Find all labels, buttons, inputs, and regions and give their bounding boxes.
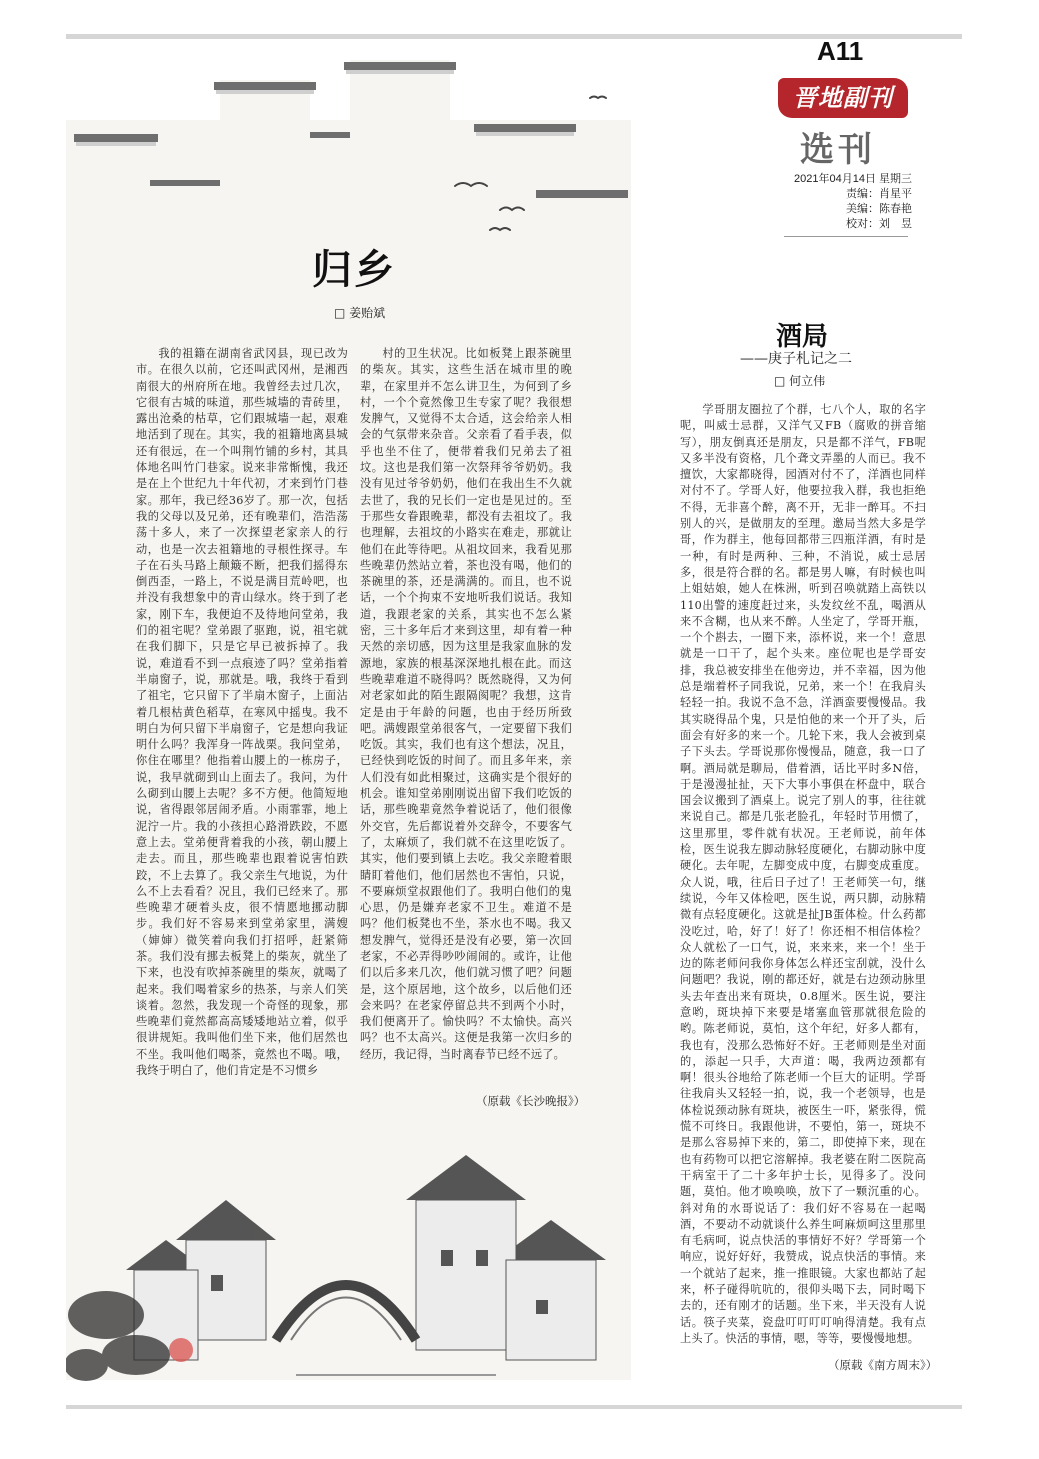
masthead-logo: 晋地副刊 [778, 78, 908, 118]
roofline-illustration [60, 40, 660, 340]
village-bridge-illustration [66, 1140, 636, 1385]
article-subtitle-right: ——庚子札记之二 [740, 351, 852, 367]
bottom-rule [66, 1405, 962, 1409]
article-right-body: 学哥朋友圈拉了个群，七八个人，取的名字呢，叫威士忌群，又洋气又FB（腐败的拼音缩写），朋友倒真还是朋友，只是都不洋气，FB呢又多半没有资格，几个聋文弄墨的人而已。我不擅饮，大家都晓得，园酒对付不了，洋酒也同样对付不了。学哥人好，他要拉我入群，我也拒绝不得，无非喜个醉，离不开，无非一醉耳。不扫别人的兴，是做朋友的至理。邀局当然大多是学哥，作为群主，他每回都带三四瓶洋酒，有时是一种，有时是两种、三种，不消说，威士忌居多，很是符合群的名。都是男人嘛，有时候也叫上姐姑娘，她人在株洲，听到召唤就踏上高铁以110出警的速度赶过来，头发纹丝不乱，喝酒从来不含糊，也从来不醉。人坐定了，学哥开瓶，一个个斟去，一圈下来，添杯说，来一个！意思就是一口干了，起个头来。座位呢也是学哥安排，我总被安排坐在他旁边，并不幸福，因为他总是端着杯子同我说，兄弟，来一个！在我肩头轻轻一拍。我说不急不急，洋酒蛮要慢慢品。我其实晓得品个鬼，只是怕他的来一个开了头，后面会有好多的来一个。几轮下来，我人会被到桌子下头去。学哥说那你慢慢品，随意，我一口了啊。酒局就是聊局，借着酒，话比平时多N倍，于是漫漫扯扯，天下大事小事俱在杯盘中，联合国会议搬到了酒桌上。说完了别人的事，往往就来说自己。都是几张老脸孔，年轻时节用惯了，这里那里，零件就有状况。王老师说，前年体检，医生说我左脚动脉轻度硬化，右脚动脉中度硬化。去年呢，左脚变成中度，右脚变成重度。众人说，哦，往后日子过了！王老师笑一句，继续说，今年又体检吧，医生说，两只脚，动脉精微有点轻度硬化。这就是扯JB蛋体检。什么药都没吃过，哈，好了！好了！你还相不相信体检？众人就松了一口气，说，来来来，来一个！坐于边的陈老师问我你身体怎么样还宝刮就，没什么问题吧？我说，刚的都还好，就是右边颈动脉里头去年查出来有斑块，0.8厘米。医生说，要注意哟，斑块掉下来要是堵塞血管那就很危险的哟。陈老师说，莫怕，这个年纪，好多人都有，我也有，没那么恐怖好不好。王老师则是坐对面的，添起一只手，大声道：喝，我两边颈都有啊！很头谷地给了陈老师一个巨大的证明。学哥往我肩头又轻轻一拍，说，我一个老领导，也是体检说颈动脉有斑块，被医生一吓，紧张得，慌慌不可终日。我跟他讲，不要怕，第一，斑块不是那么容易掉下来的，第二，即使掉下来，现在也有药物可以把它溶解掉。我老婆在附二医院高干病室干了二十多年护士长，见得多了。没问题，莫怕。他才唤唤唤，放下了一颗沉重的心。斜对角的水哥说话了：我们好不容易在一起喝酒，不要动不动就谈什么养生呵麻烦呵这里那里有毛病呵，说点快活的事情好不好？学哥第一个响应，说好好好，我赞成，说点快活的事情。来一个就站了起来，推一推眼镜。大家也都站了起来，杯子碰得吭吭的，很仰头喝下去，同时喝下去的，还有刚才的话题。坐下来，半天没有人说话。筷子夹菜，瓷盘叮叮叮叮响得清楚。我有点上头了。快活的事情，嗯，等等，要慢慢地想。 [680, 403, 926, 1345]
art-editor-credit: 美编：陈春艳 [846, 203, 912, 215]
article-left-source: （原载《长沙晚报》） [476, 1094, 586, 1108]
article-right-source: （原载《南方周末》） [828, 1358, 938, 1372]
section-title: 选刊 [800, 130, 876, 170]
proofreader-credit: 校对：刘 昱 [846, 218, 912, 230]
article-left-column-2: 村的卫生状况。比如板凳上跟茶碗里的柴灰。其实，这些生活在城市里的晚辈，在家里并不怎么讲卫生，为何到了乡村，一个个竟然像卫生专家了呢？我很想发脾气，又觉得不太合适，这会给亲人相会的气氛带来杂音。父亲看了看手表，似乎也坐不住了，便带着我们兄弟去了祖坟。这也是我们第一次祭拜爷爷奶奶。我没有见过爷爷奶奶，他们在我出生不久就去世了，我的兄长们一定也是见过的。至于那些女眷跟晚辈，都没有去祖坟了。我也理解，去祖坟的小路实在难走，那就让他们在此等待吧。从祖坟回来，我看见那些晚辈仍然站立着，茶也没有喝，他们的茶碗里的茶，还是满满的。而且，也不说话，一个个拘束不安地听我们说话。我知道，我跟老家的关系，其实也不怎么紧密，三十多年后才来到这里，却有着一种天然的亲切感，因为这里是我家血脉的发源地，家族的根基深深地扎根在此。而这些晚辈难道不晓得吗？既然晓得，又为何对老家如此的陌生跟隔阂呢？我想，这肯定是由于年龄的问题，也由于经历所致吧。满嫂跟堂弟很客气，一定要留下我们吃饭。其实，我们也有这个想法，况且，已经快到吃饭的时间了。而且多年来，亲人们没有如此相聚过，这确实是个很好的机会。谁知堂弟刚刚说出留下我们吃饭的话，那些晚辈竟然争着说话了，他们很像外交官，先后都说着外交辞令，不要客气了，太麻烦了，我们就不在这里吃饭了。其实，他们要到镇上去吃。我父亲瞪着眼睛盯着他们，他们居然也不害怕，只说，不要麻烦堂叔跟他们了。我明白他们的鬼心思，仍是嫌弃老家不卫生。难道不是吗？他们板凳也不坐，茶水也不喝。我又想发脾气，觉得还是没有必要，第一次回老家，不必弄得吵吵闹闹的。或许，让他们以后多来几次，他们就习惯了吧？问题是，这个原居地，这个故乡，以后他们还会来吗？在老家停留总共不到两个小时，我们便离开了。愉快吗？不太愉快。高兴吗？也不太高兴。这便是我第一次归乡的经历，我记得，当时离春节已经不远了。 [360, 347, 572, 1061]
article-left-column-1: 我的祖籍在湖南省武冈县，现已改为市。在很久以前，它还叫武冈州，是湘西南很大的州府所在地。我曾经去过几次，它很有古城的味道，那些城墙的青砖里，露出沧桑的枯草，它们跟城墙一起，艰难地活到了现在。其实，我的祖籍地离县城还有很远，在一个叫荆竹铺的乡村，其具体地名叫竹门巷家。说来非常惭愧，我还是在上个世纪九十年代初，才来到竹门巷家。那年，我已经36岁了。那一次，包括我的父母以及兄弟，还有晚辈们，浩浩荡荡十多人，来了一次探望老家亲人的行动，也是一次去祖籍地的寻根性探寻。车子在石头马路上颠簸不断，把我们摇得东倒西歪，一路上，不说是满目荒岭吧，也并没有我想象中的青山绿水。终于到了老家，刚下车，我便迫不及待地问堂弟，我们的祖宅呢？堂弟跟了驱跑，说，祖宅就在我们脚下，只是它早已被拆掉了。我说，难道看不到一点痕迹了吗？堂弟指着半扇窗子，说，那就是。哦，我终于看到了祖宅，它只留下了半扇木窗子，上面沾着几根枯黄色稻草，在寒风中摇曳。我不明白为何只留下半扇窗子，它是想向我证明什么吗？我浑身一阵战栗。我问堂弟，你住在哪里？他指着山腰上的一栋房子，说，我早就砌到山上面去了。我问，为什么砌到山腰上去呢？多不方便。他简短地说，省得跟邻居闹矛盾。小雨霏霏，地上泥泞一片。我的小孩担心路滑跌跤，不愿意上去。堂弟便背着我的小孩，朝山腰上走去。而且，那些晚辈也跟着说害怕跌跤，不上去算了。我父亲生气地说，为什么不上去看看？况且，我们已经来了。那些晚辈才硬着头皮，很不情愿地挪动脚步。我们好不容易来到堂弟家里，满嫂（婶婶）微笑着向我们打招呼，赶紧筛茶。我们没有挪去板凳上的柴灰，就坐了下来，也没有吹掉茶碗里的柴灰，就喝了起来。我们喝着家乡的热茶，与亲人们笑谈着。忽然，我发现一个奇怪的现象，那些晚辈们竟然都高高矮矮地站立着，似乎很讲规矩。我叫他们坐下来，他们居然也不坐。我叫他们喝茶，竟然也不喝。哦，我终于明白了，他们肯定是不习惯乡 [136, 347, 348, 1078]
editor-credit: 责编：肖星平 [846, 188, 912, 200]
article-author-right: □ 何立伟 [774, 374, 826, 388]
dateline [788, 172, 912, 232]
masthead-divider [784, 236, 908, 237]
page-number: A11 [817, 36, 864, 66]
article-title-right: 酒局 [776, 322, 829, 352]
article-author-left: □ 姜贻斌 [334, 306, 386, 320]
issue-date: 2021年04月14日 星期三 [794, 173, 912, 185]
article-title-left: 归乡 [312, 246, 396, 293]
